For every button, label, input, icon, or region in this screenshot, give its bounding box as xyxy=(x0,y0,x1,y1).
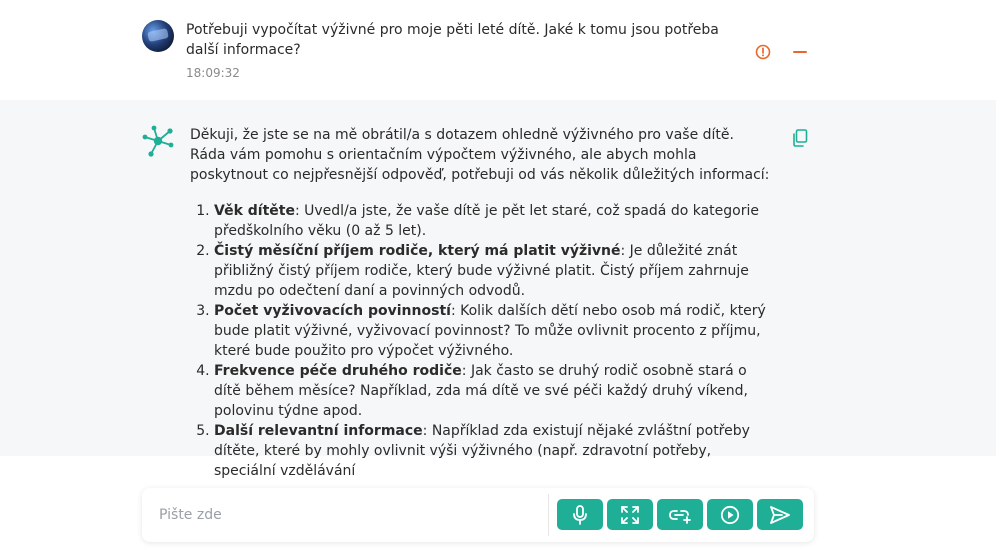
list-item xyxy=(214,241,770,301)
list-item xyxy=(214,201,770,241)
user-avatar xyxy=(142,20,174,52)
list-item-text: : Je důležité znát přibližný čistý příjem rodiče, který bude výživné platit. Čistý příjem zahrnuje mzdu po odečtení daní a povinných odvodů. xyxy=(214,243,749,299)
list-item-text: : Uvedl/a jste, že vaše dítě je pět let staré, což spadá do kategorie předškolního věku (0 až 5 let). xyxy=(214,203,759,239)
assistant-message-text xyxy=(190,125,770,481)
microphone-icon xyxy=(571,505,589,525)
user-message xyxy=(0,0,996,100)
list-item xyxy=(214,421,770,481)
message-composer xyxy=(142,488,814,542)
list-item-title: Frekvence péče druhého rodiče xyxy=(214,363,462,379)
attach-link-button[interactable] xyxy=(657,499,703,530)
list-item-text: : Například zda existují nějaké zvláštní potřeby dítěte, které by mohly ovlivnit výši výživného (např. zdravotní potřeby, speciální vzdělávání xyxy=(214,423,750,479)
list-item xyxy=(214,361,770,421)
list-item-title: Věk dítěte xyxy=(214,203,295,219)
send-icon xyxy=(769,505,791,525)
list-item-title: Čistý měsíční příjem rodiče, který má platit výživné xyxy=(214,243,621,259)
list-item-text: : Jak často se druhý rodič osobně stará o dítě během měsíce? Například, zda má dítě ve své péči každý druhý víkend, polovinu týdne apod. xyxy=(214,363,748,419)
assistant-message xyxy=(0,100,996,479)
fullscreen-icon xyxy=(620,505,640,525)
play-button[interactable] xyxy=(707,499,753,530)
network-nodes-icon xyxy=(140,124,176,160)
list-item-title: Počet vyživovacích povinností xyxy=(214,303,451,319)
user-message-text: Potřebuji vypočítat výživné pro moje pěti leté dítě. Jaké k tomu jsou potřeba další informace? xyxy=(186,22,719,58)
copy-icon[interactable] xyxy=(792,129,808,147)
play-circle-icon xyxy=(720,505,740,525)
message-input[interactable] xyxy=(142,488,546,542)
microphone-button[interactable] xyxy=(557,499,603,530)
assistant-intro: Děkuji, že jste se na mě obrátil/a s dotazem ohledně výživného pro vaše dítě. Ráda vám pomohu s orientačním výpočtem výživného, ale abych mohla poskytnout co nejpřesnější odpověď, potřebuji od vás několik důležitých informací: xyxy=(190,127,770,183)
list-item-title: Další relevantní informace xyxy=(214,423,423,439)
list-item xyxy=(214,301,770,361)
link-add-icon xyxy=(668,506,692,524)
minus-icon[interactable] xyxy=(793,50,807,54)
composer-divider xyxy=(548,494,549,536)
user-message-time: 18:09:32 xyxy=(186,66,240,80)
fullscreen-button[interactable] xyxy=(607,499,653,530)
list-item-text: : Kolik dalších dětí nebo osob má rodič, který bude platit výživné, vyživovací povinnost? To může ovlivnit procento z příjmu, které bude použito pro výpočet výživného. xyxy=(214,303,766,359)
info-list xyxy=(190,201,770,481)
send-button[interactable] xyxy=(757,499,803,530)
alert-circle-icon[interactable] xyxy=(755,44,771,60)
